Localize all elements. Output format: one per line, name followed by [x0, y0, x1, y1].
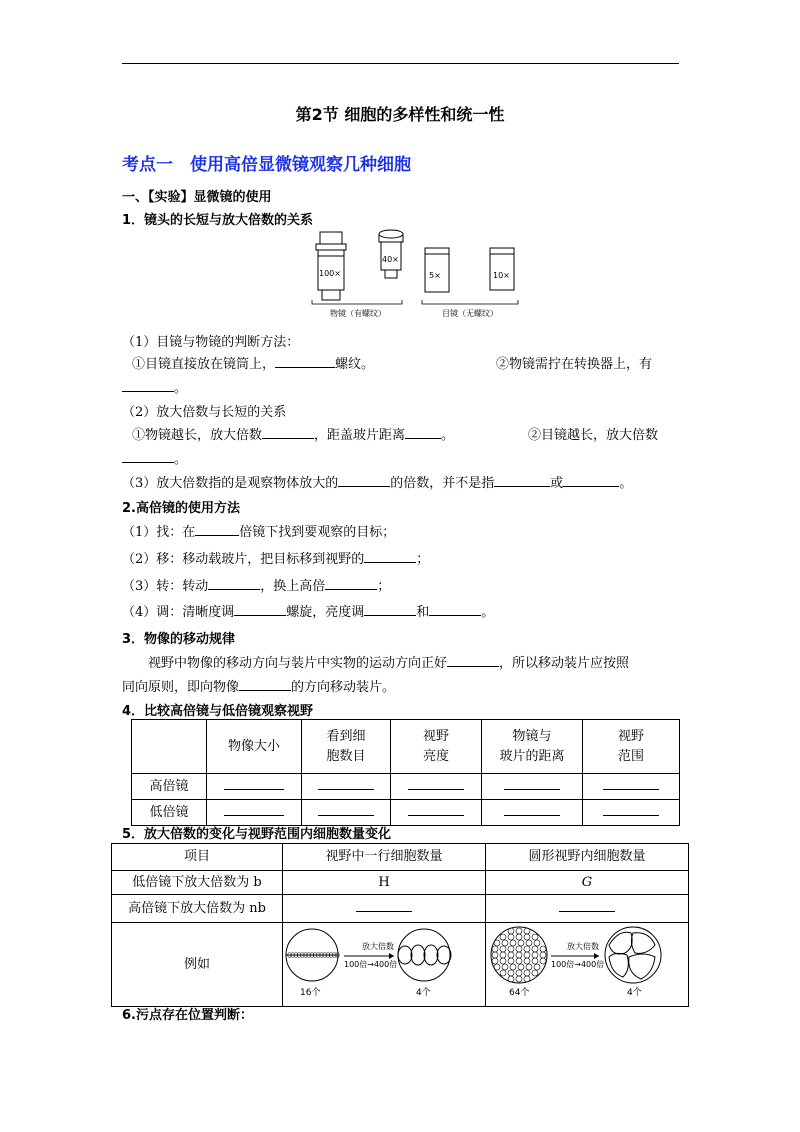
q3-l1a: 视野中物像的移动方向与装片中实物的运动方向正好 [148, 656, 448, 671]
page-title: 第2节 细胞的多样性和统一性 [295, 105, 505, 124]
magnification-table [111, 843, 689, 1007]
q2-s4a: （4）调：清晰度调 [122, 605, 235, 620]
q2-s3b: ，换上高倍 [260, 579, 326, 594]
answer-cell [207, 774, 302, 800]
eyepiece-caption: 目镜（无螺纹） [442, 309, 498, 318]
q1-p2: （2）放大倍数与长短的关系 [122, 405, 287, 420]
arrow-label-top: 放大倍数 [362, 942, 394, 951]
blank [559, 899, 615, 912]
part-heading: 一、【实验】显微镜的使用 [122, 190, 272, 205]
q1-p2b-end: 。 [174, 452, 188, 467]
blank [325, 576, 377, 590]
blank [494, 473, 550, 487]
answer-cell [283, 895, 486, 923]
arrow-head-icon [594, 953, 599, 959]
row-label: 高倍镜下放大倍数为 nb [112, 895, 283, 923]
row-label: 例如 [112, 923, 283, 1007]
blank [195, 522, 239, 536]
blank [603, 777, 659, 790]
q1-p1b-line [122, 377, 187, 396]
q2-s3c: ； [377, 579, 391, 594]
answer-cell [583, 774, 680, 800]
count-label: 64个 [509, 988, 530, 998]
col-header: 视野 范围 [583, 720, 680, 774]
lens-label-4: 10× [493, 271, 510, 280]
q2-heading: 2.高倍镜的使用方法 [122, 501, 240, 516]
blank [338, 473, 390, 487]
lens-label-2: 40× [382, 255, 399, 264]
blank [504, 777, 560, 790]
lens-figure [300, 226, 530, 322]
q3-l2a: 同向原则，即向物像 [122, 680, 240, 695]
top-rule [122, 63, 679, 64]
example-area-cell [486, 923, 689, 1007]
q3-line2 [122, 676, 395, 695]
q1-heading: 1．镜头的长短与放大倍数的关系 [122, 213, 314, 228]
count-label: 16个 [300, 988, 321, 998]
objective-lens-40x [379, 230, 403, 278]
q1-p2a-end: 。 [441, 428, 455, 443]
q2-s2b: ； [416, 552, 430, 567]
arrow-head-icon [389, 953, 394, 959]
answer-cell [207, 800, 302, 826]
blank [563, 473, 619, 487]
q1-p3 [122, 472, 632, 491]
q3-heading: 3．物像的移动规律 [122, 632, 236, 647]
col-header: 看到细 胞数目 [302, 720, 391, 774]
blank [364, 602, 416, 616]
count-label: 4个 [416, 988, 431, 998]
answer-cell [482, 800, 583, 826]
eyepiece-5x [425, 248, 449, 292]
blank [408, 777, 464, 790]
q4-heading: 4．比较高倍镜与低倍镜观察视野 [122, 704, 314, 719]
blank [275, 354, 335, 368]
answer-cell [583, 800, 680, 826]
q1-p1b-end: 。 [174, 381, 188, 396]
q3-line1 [148, 652, 629, 671]
blank [504, 803, 560, 816]
blank [356, 899, 412, 912]
q3-l2b: 的方向移动装片。 [291, 680, 396, 695]
cell-row-large [398, 945, 451, 965]
q1-p1a [132, 353, 374, 372]
example-row-cell [283, 923, 486, 1007]
blank [603, 803, 659, 816]
col-header: 视野 亮度 [391, 720, 482, 774]
blank [318, 803, 374, 816]
answer-cell [302, 800, 391, 826]
answer-cell [486, 895, 689, 923]
blank [447, 653, 499, 667]
lens-label-1: 100× [319, 269, 341, 278]
q2-s3a: （3）转：转动 [122, 579, 209, 594]
col-header: 物像大小 [207, 720, 302, 774]
q1-p3-mid: 的倍数，并不是指 [390, 476, 495, 491]
blank [122, 378, 174, 392]
answer-cell [391, 800, 482, 826]
q1-p3-end: 。 [619, 476, 633, 491]
blank [234, 602, 286, 616]
q1-p3-text: （3）放大倍数指的是观察物体放大的 [122, 476, 339, 491]
q6-heading: 6.污点存在位置判断： [122, 1008, 253, 1023]
area-count-diagram [487, 923, 687, 999]
q2-step4 [122, 601, 494, 620]
compare-table [131, 719, 680, 826]
q2-step2 [122, 548, 429, 567]
blank [224, 803, 284, 816]
row-count-diagram [284, 923, 484, 999]
answer-cell [302, 774, 391, 800]
objective-caption: 物镜（有螺纹） [330, 309, 386, 318]
value-cell: G [486, 871, 689, 895]
q1-p2a-text: ①物镜越长，放大倍数 [132, 428, 263, 443]
row-label: 低倍镜下放大倍数为 b [112, 871, 283, 895]
q2-step1 [122, 521, 395, 540]
cell-grid-small [492, 928, 546, 982]
q2-s4b: 螺旋，亮度调 [286, 605, 365, 620]
table-corner [132, 720, 207, 774]
blank [239, 677, 291, 691]
answer-cell [482, 774, 583, 800]
blank [405, 425, 441, 439]
kaodian-heading: 考点一 使用高倍显微镜观察几种细胞 [122, 155, 411, 175]
q1-p1b: ②物镜需拧在转换器上，有 [496, 357, 653, 372]
q2-s1b: 倍镜下找到要观察的目标； [239, 525, 396, 540]
eyepiece-10x [490, 248, 514, 290]
q2-s4d: 。 [481, 605, 495, 620]
q1-p2b: ②目镜越长，放大倍数 [528, 428, 659, 443]
q2-s2a: （2）移：移动载玻片，把目标移到视野的 [122, 552, 365, 567]
q1-p2a-mid: ，距盖玻片距离 [314, 428, 406, 443]
blank [364, 549, 416, 563]
cell-grid-large [609, 932, 655, 979]
blank [408, 803, 464, 816]
col-header: 物镜与 玻片的距离 [482, 720, 583, 774]
q1-p1: （1）目镜与物镜的判断方法： [122, 335, 300, 350]
q1-p1a-text: ①目镜直接放在镜筒上， [132, 357, 276, 372]
q2-s4c: 和 [416, 605, 430, 620]
q1-p2a [132, 424, 454, 443]
col-header: 圆形视野内细胞数量 [486, 844, 689, 871]
arrow-label-top: 放大倍数 [567, 942, 599, 951]
blank [262, 425, 314, 439]
q2-s1a: （1）找：在 [122, 525, 196, 540]
arrow-label-bottom: 100倍→400倍 [344, 960, 398, 969]
blank [122, 449, 174, 463]
q1-p2b-line [122, 448, 187, 467]
blank [224, 777, 284, 790]
q3-l1b: ，所以移动装片应按照 [499, 656, 630, 671]
row-label: 高倍镜 [132, 774, 207, 800]
blank [429, 602, 481, 616]
arrow-label-bottom: 100倍→400倍 [551, 960, 605, 969]
q1-p3-or: 或 [550, 476, 564, 491]
q1-p1a-end: 螺纹。 [335, 357, 375, 372]
blank [318, 777, 374, 790]
value-cell: H [283, 871, 486, 895]
count-label: 4个 [627, 988, 642, 998]
q2-step3 [122, 575, 390, 594]
lens-label-3: 5× [429, 271, 441, 280]
col-header: 项目 [112, 844, 283, 871]
objective-lens-100x [316, 232, 346, 300]
row-label: 低倍镜 [132, 800, 207, 826]
col-header: 视野中一行细胞数量 [283, 844, 486, 871]
blank [208, 576, 260, 590]
answer-cell [391, 774, 482, 800]
q5-heading: 5．放大倍数的变化与视野范围内细胞数量变化 [122, 827, 392, 842]
